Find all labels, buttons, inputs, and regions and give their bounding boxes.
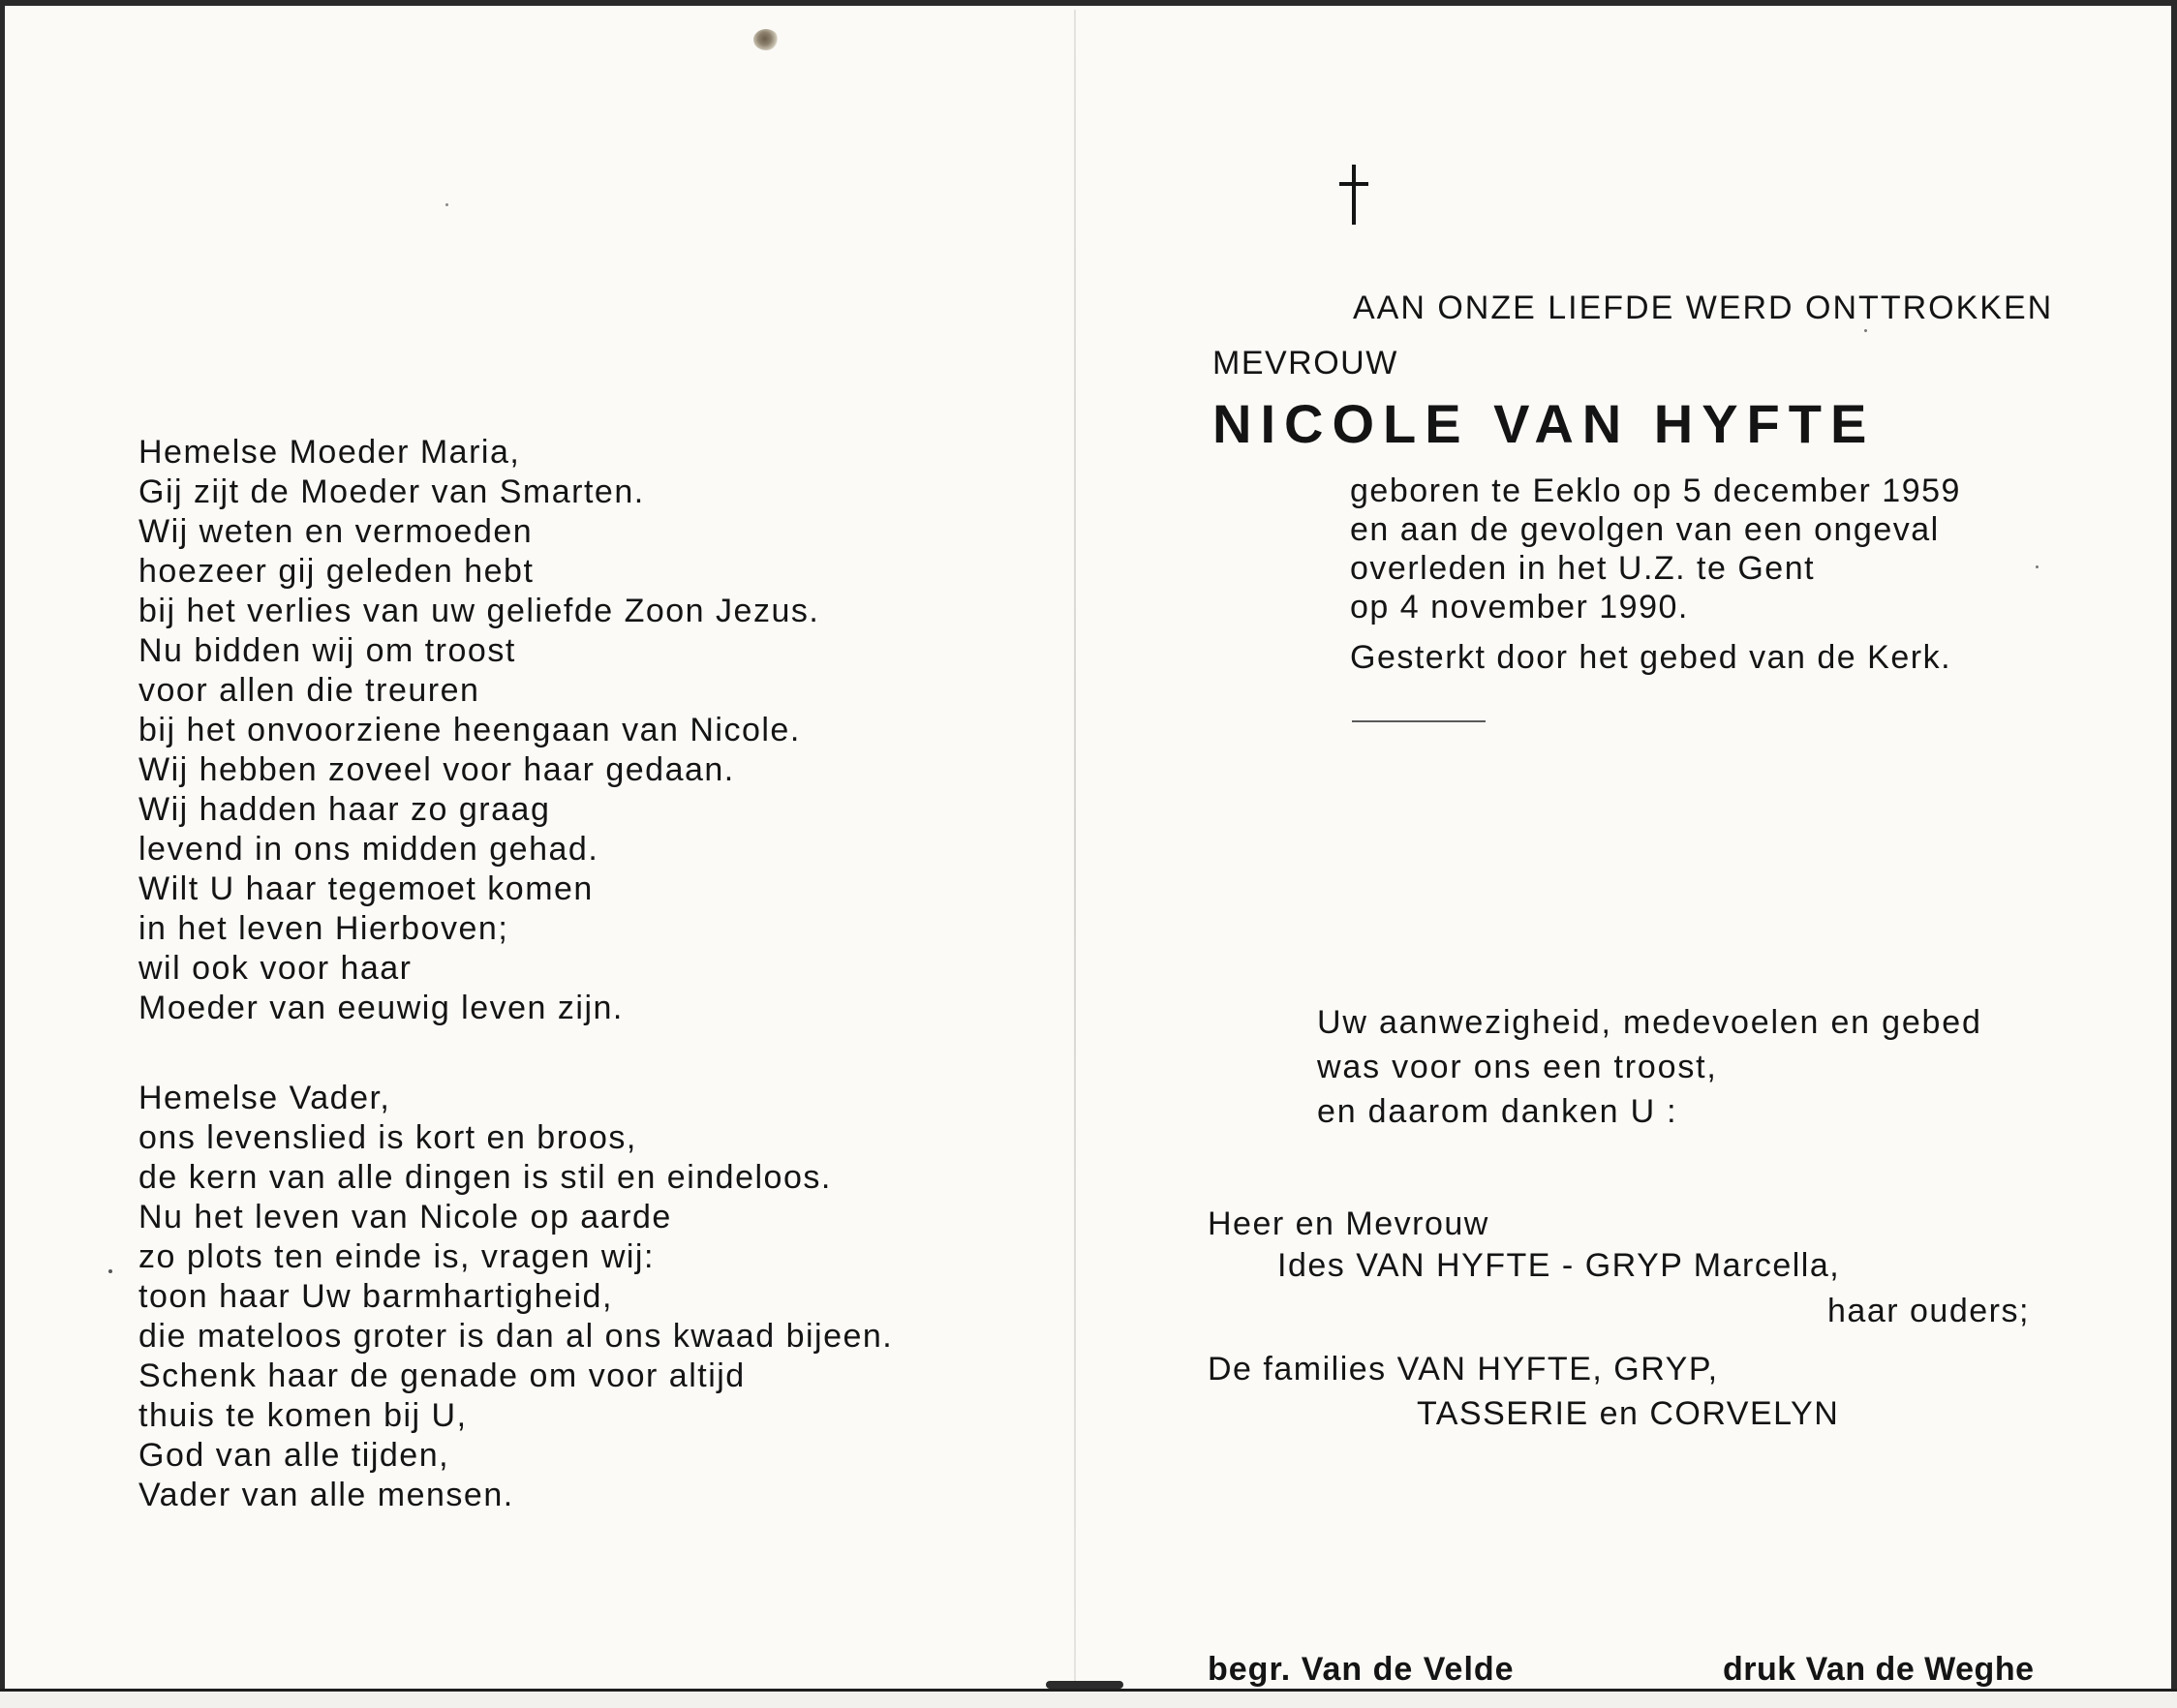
- printer-credit: druk Van de Weghe: [1723, 1651, 2035, 1688]
- thanks-line: en daarom danken U :: [1317, 1093, 1678, 1130]
- prayer-line: Vader van alle mensen.: [138, 1477, 514, 1513]
- left-panel: [0, 0, 1074, 1689]
- prayer-line: levend in ons midden gehad.: [138, 831, 599, 868]
- honorific-title: MEVROUW: [1212, 345, 1398, 381]
- family-line: De families VAN HYFTE, GRYP,: [1208, 1351, 1719, 1388]
- prayer-father: [138, 1079, 893, 1515]
- life-details: [1350, 472, 1961, 677]
- cross-icon: [1339, 165, 1368, 225]
- prayer-line: voor allen die treuren: [138, 672, 480, 709]
- prayer-line: thuis te komen bij U,: [138, 1397, 468, 1434]
- print-speck: [445, 203, 448, 206]
- prayer-line: in het leven Hierboven;: [138, 910, 509, 947]
- print-speck: [108, 1269, 112, 1273]
- right-panel: [1076, 0, 2171, 1689]
- print-speck: [1864, 329, 1867, 332]
- card-edge-right: [2171, 0, 2177, 1705]
- prayer-line: Wij hebben zoveel voor haar gedaan.: [138, 751, 735, 788]
- detail-line: overleden in het U.Z. te Gent: [1350, 550, 1816, 587]
- undertaker-credit: begr. Van de Velde: [1208, 1651, 1515, 1688]
- prayer-line: bij het verlies van uw geliefde Zoon Jezus.: [138, 593, 820, 629]
- prayer-line: Hemelse Vader,: [138, 1080, 391, 1116]
- sacrament-line: Gesterkt door het gebed van de Kerk.: [1350, 639, 1952, 676]
- prayer-mary: [138, 433, 819, 1028]
- divider: [1352, 720, 1486, 722]
- prayer-line: wil ook voor haar: [138, 950, 413, 987]
- prayer-line: hoezeer gij geleden hebt: [138, 553, 535, 590]
- prayer-line: Wij hadden haar zo graag: [138, 791, 551, 828]
- family-line: TASSERIE en CORVELYN: [1417, 1395, 1840, 1432]
- prayer-line: Hemelse Moeder Maria,: [138, 434, 521, 471]
- detail-line: en aan de gevolgen van een ongeval: [1350, 511, 1940, 548]
- prayer-line: Wij weten en vermoeden: [138, 513, 534, 550]
- prayer-line: Schenk haar de genade om voor altijd: [138, 1357, 746, 1394]
- print-speck: [2036, 565, 2039, 568]
- thanks-message: [1317, 1000, 1982, 1134]
- prayer-line: bij het onvoorziene heengaan van Nicole.: [138, 712, 801, 748]
- thanks-line: was voor ons een troost,: [1317, 1049, 1718, 1085]
- thanks-line: Uw aanwezigheid, medevoelen en gebed: [1317, 1004, 1982, 1041]
- card-edge-bottom: [0, 1689, 2177, 1708]
- prayer-line: Nu bidden wij om troost: [138, 632, 516, 669]
- detail-line: geboren te Eeklo op 5 december 1959: [1350, 473, 1961, 509]
- prayer-line: Gij zijt de Moeder van Smarten.: [138, 473, 645, 510]
- pin-hole-mark: [753, 29, 779, 50]
- family-line: Heer en Mevrouw: [1208, 1205, 1489, 1242]
- prayer-line: Wilt U haar tegemoet komen: [138, 870, 594, 907]
- prayer-line: God van alle tijden,: [138, 1437, 450, 1474]
- family-line: Ides VAN HYFTE - GRYP Marcella,: [1277, 1247, 1841, 1284]
- family-line: haar ouders;: [1827, 1293, 2030, 1329]
- prayer-line: toon haar Uw barmhartigheid,: [138, 1278, 613, 1315]
- prayer-line: Moeder van eeuwig leven zijn.: [138, 990, 624, 1026]
- deceased-name: NICOLE VAN HYFTE: [1212, 393, 1876, 454]
- detail-line: op 4 november 1990.: [1350, 589, 1689, 625]
- prayer-line: Nu het leven van Nicole op aarde: [138, 1199, 672, 1235]
- prayer-line: zo plots ten einde is, vragen wij:: [138, 1238, 655, 1275]
- prayer-line: ons levenslied is kort en broos,: [138, 1119, 637, 1156]
- announcement-heading: AAN ONZE LIEFDE WERD ONTTROKKEN: [1353, 290, 2054, 326]
- prayer-line: de kern van alle dingen is stil en eindeloos.: [138, 1159, 832, 1196]
- prayer-line: die mateloos groter is dan al ons kwaad bijeen.: [138, 1318, 894, 1355]
